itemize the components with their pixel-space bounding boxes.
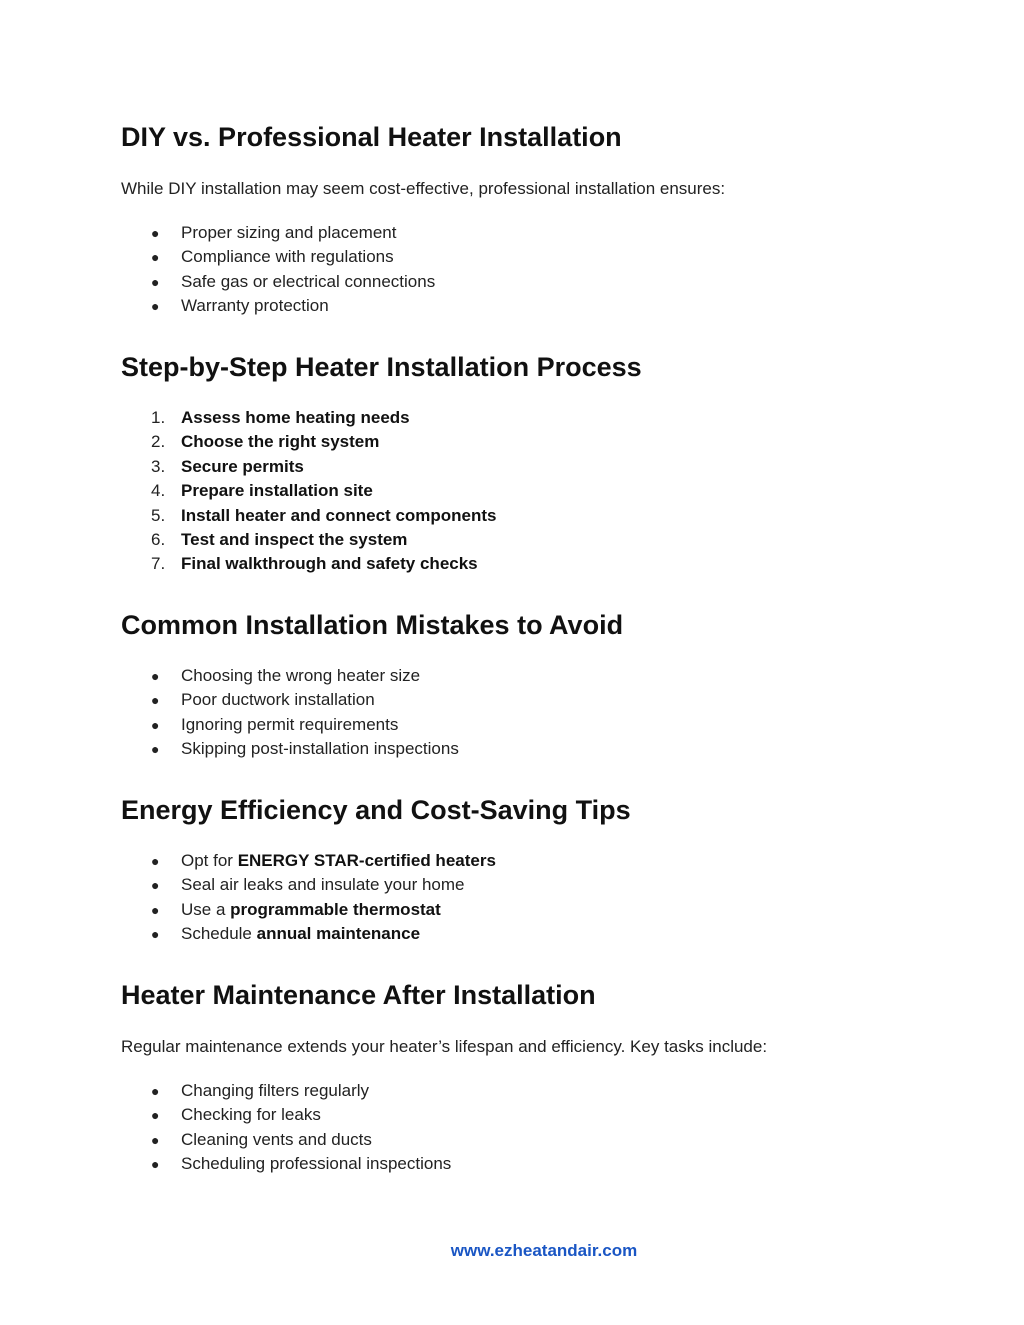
list-item-text: Choose the right system [181, 432, 380, 452]
website-link-text[interactable]: www.ezheatandair.com [450, 1241, 638, 1260]
list-common-mistakes [121, 664, 459, 762]
list-item [121, 455, 497, 479]
list-item-text: Secure permits [181, 456, 304, 476]
step-number: 7. [151, 554, 166, 574]
list-item [121, 245, 435, 269]
bullet-icon: ● [151, 273, 160, 290]
list-item-text: Scheduling professional inspections [181, 1154, 452, 1174]
list-item [121, 528, 497, 552]
list-item-text: Checking for leaks [181, 1105, 321, 1125]
bullet-icon: ● [151, 249, 160, 266]
list-energy-tips [121, 849, 496, 947]
list-item [121, 922, 496, 946]
step-number: 4. [151, 481, 166, 501]
list-item [121, 1079, 451, 1103]
heading-energy-efficiency: Energy Efficiency and Cost-Saving Tips [121, 795, 631, 825]
bullet-icon: ● [151, 901, 160, 918]
bullet-icon: ● [151, 716, 160, 733]
list-item [121, 849, 496, 873]
list-item [121, 479, 497, 503]
list-item [121, 1103, 451, 1127]
list-item-text: Cleaning vents and ducts [181, 1129, 372, 1149]
list-item-text: Changing filters regularly [181, 1081, 370, 1100]
list-item [121, 713, 459, 737]
list-item [121, 873, 496, 897]
list-item-text: Install heater and connect components [181, 505, 497, 525]
list-item-text: Skipping post-installation inspections [181, 739, 459, 759]
list-item-text: Warranty protection [181, 296, 329, 316]
list-item-text: Use a [181, 899, 231, 919]
bullet-icon: ● [151, 853, 160, 869]
list-item-text: Test and inspect the system [181, 529, 408, 549]
list-item-emphasis: programmable thermostat [230, 899, 441, 919]
list-item-text: Schedule [181, 924, 257, 944]
step-number: 2. [151, 432, 166, 452]
bullet-icon: ● [151, 877, 160, 894]
step-number: 3. [151, 456, 166, 476]
list-item [121, 406, 497, 430]
list-item [121, 737, 459, 761]
list-item [121, 430, 497, 454]
list-item-text: Prepare installation site [181, 481, 373, 501]
list-item-text: Compliance with regulations [181, 247, 394, 267]
intro-maintenance: Regular maintenance extends your heater’s lifespan and efficiency. Key tasks include: [121, 1037, 768, 1056]
heading-diy-vs-professional: DIY vs. Professional Heater Installation [121, 122, 622, 152]
list-item [121, 294, 435, 318]
step-number: 6. [151, 529, 166, 549]
list-item [121, 552, 497, 576]
list-item-text: Seal air leaks and insulate your home [181, 875, 465, 895]
bullet-icon: ● [151, 1131, 160, 1148]
heading-maintenance: Heater Maintenance After Installation [121, 980, 596, 1010]
heading-common-mistakes: Common Installation Mistakes to Avoid [121, 610, 624, 640]
list-item [121, 688, 459, 712]
bullet-icon: ● [151, 1156, 160, 1173]
website-link[interactable] [0, 1241, 1024, 1261]
bullet-icon: ● [151, 1083, 160, 1099]
bullet-icon: ● [151, 926, 160, 943]
list-item-text: Final walkthrough and safety checks [181, 554, 478, 574]
heading-step-by-step: Step-by-Step Heater Installation Process [121, 352, 642, 382]
bullet-icon: ● [151, 298, 160, 315]
step-number: 5. [151, 505, 166, 525]
list-item-text: Assess home heating needs [181, 408, 410, 427]
bullet-icon: ● [151, 668, 160, 684]
list-maintenance-tasks [121, 1079, 451, 1177]
list-installation-steps [121, 406, 497, 577]
list-item-emphasis: ENERGY STAR-certified heaters [237, 851, 496, 870]
list-item-text: Proper sizing and placement [181, 223, 397, 242]
list-item-text: Choosing the wrong heater size [181, 666, 421, 685]
list-item-text: Ignoring permit requirements [181, 714, 399, 734]
list-item-text: Poor ductwork installation [181, 690, 375, 710]
list-item [121, 898, 496, 922]
list-professional-benefits [121, 221, 435, 319]
bullet-icon: ● [151, 1107, 160, 1124]
bullet-icon: ● [151, 741, 160, 758]
list-item-text: Opt for [181, 851, 238, 870]
bullet-icon: ● [151, 225, 160, 241]
list-item-emphasis: annual maintenance [256, 924, 421, 944]
list-item [121, 1128, 451, 1152]
list-item-text: Safe gas or electrical connections [181, 271, 436, 291]
list-item [121, 664, 459, 688]
list-item [121, 270, 435, 294]
step-number: 1. [151, 408, 166, 427]
list-item [121, 221, 435, 245]
list-item [121, 1152, 451, 1176]
intro-diy: While DIY installation may seem cost-effective, professional installation ensures: [121, 179, 726, 198]
bullet-icon: ● [151, 692, 160, 709]
list-item [121, 504, 497, 528]
